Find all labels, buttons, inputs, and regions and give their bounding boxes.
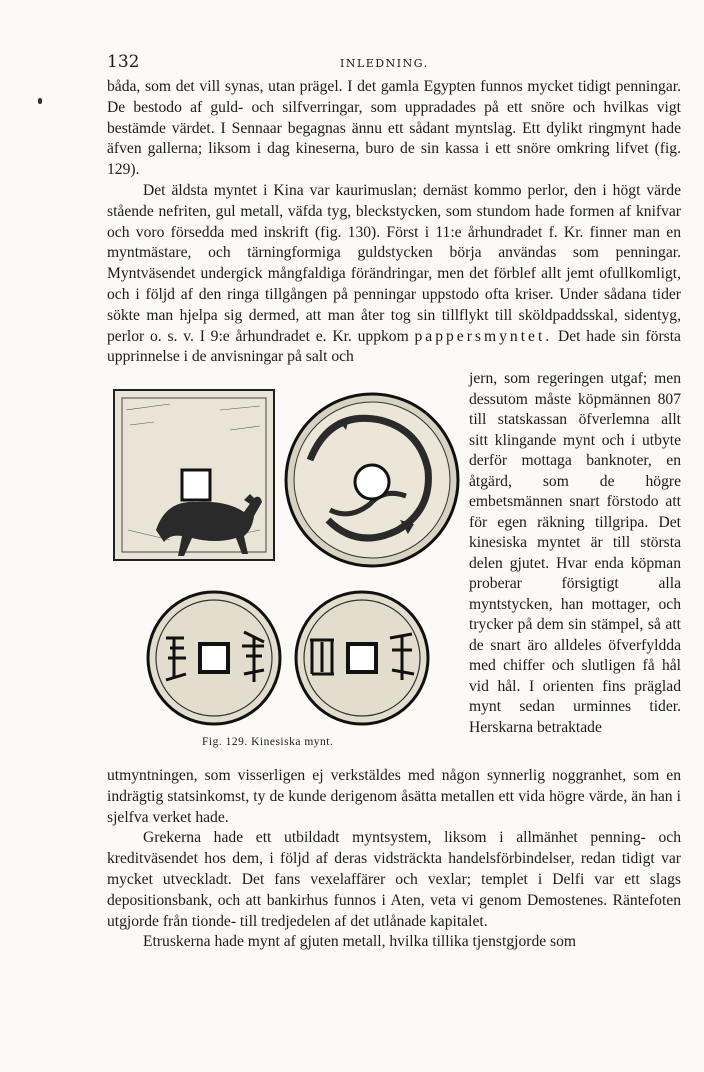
figure-caption: Fig. 129. Kinesiska mynt. <box>202 736 334 748</box>
paragraph: utmyntningen, som visserligen ej verkstäldes med någon synnerlig noggranhet, som en indrägtig statsinkomst, ty de kunde derigenom åsätta metallen ett vida högre värde, än han i sjelfva verket hade. <box>107 767 681 826</box>
round-coin-characters-left <box>148 592 280 724</box>
paragraph-text: Det äldsta myntet i Kina var kaurimuslan; dernäst kommo perlor, den i högt värde stående nefriten, gul metall, väfda tyg, bleckstycken, som stundom hade formen af knifvar och voro försedda med inskrift (fig. 130). Först i 11:e århundradet f. Kr. finner man en myntmästare, och tärningformiga guldstycken börja användas som penningar. Myntväsendet undergick mångfaldiga förändringar, men det förblef allt jemt ofullkomligt, och i följd af den ringa tillgången på penningar uppstodo ofta kriser. Under sådana tider sökte man hjelpa sig dermed, att man åter tog sin tillflykt till sköldpaddsskal, sidentyg, perlor o. s. v. I 9:e århundradet e. Kr. uppkom <box>107 181 681 345</box>
paragraph-text: Det hade sin första upprinnelse i de anvisningar på salt och <box>107 327 681 366</box>
margin-mark <box>38 98 42 104</box>
text-wrap-column: jern, som regeringen utgaf; men dessutom måste köpmännen 807 till statskassan öfverlemna allt sitt klingande mynt och i utbyte derför mottaga banknoter, en åtgärd, som de högre embetsmännen snart förstodo att för egen räkning tillgripa. Det kinesiska myntet är till största delen gjutet. Hvar enda köpman proberar försigtigt alla myntstycken, han mottager, och trycker på dem sin stämpel, så att de snart äro alldeles öfverfyldda med chiffer och slutligen få hål vid hål. I orienten fins präglad mynt sedan urminnes tider. Herskarna betraktade <box>469 370 681 736</box>
running-title: INLEDNING. <box>340 57 429 70</box>
paragraph <box>107 181 681 368</box>
emphasis-term: pappersmyntet. <box>414 327 553 345</box>
paragraph: Grekerna hade ett utbildadt myntsystem, liksom i allmänhet penning- och kreditväsendet hos dem, i följd af deras vidsträckta handelsförbindelser, redan tidigt var mycket utveckladt. Det fans vexelaffärer och vexlar; templet i Delfi var ett slags depositionsbank, och att bankirhus funnos i Aten, veta vi genom Demostenes. Räntefoten utgjorde från tionde- till tredjedelen af det utlånade kapitalet. <box>107 829 681 930</box>
square-coin-horse <box>114 390 274 560</box>
paragraph: båda, som det vill synas, utan prägel. I det gamla Egypten funnos mycket tidigt penningar. De bestodo af guld- och silfverringar, som uppradades på ett snöre och hvilkas vigt bestämde värdet. I Sennaar begagnas ännu ett sådant myntslag. Ett dylikt ringmynt hade äfven gallerna; liksom i dag kineserna, buro de sin kassa i ett snöre omkring lifvet (fig. 129). <box>107 78 681 179</box>
round-coin-dragon <box>286 394 458 566</box>
coin-illustration <box>110 380 460 760</box>
paragraph: Etruskerna hade mynt af gjuten metall, hvilka tillika tjenstgjorde som <box>143 933 577 951</box>
round-coin-characters-right <box>296 592 428 724</box>
text-block-top <box>107 77 681 368</box>
text-block-bottom <box>107 766 681 953</box>
page-number: 132 <box>107 52 140 72</box>
coin-figure <box>110 380 460 760</box>
